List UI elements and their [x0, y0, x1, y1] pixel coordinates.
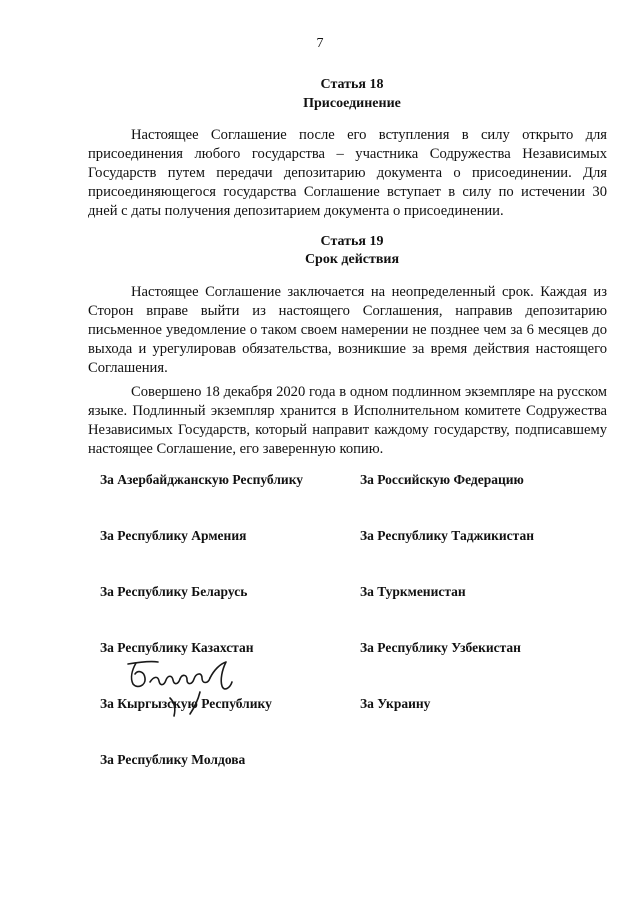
signatory-azerbaijan: За Азербайджанскую Республику — [100, 472, 304, 487]
article-19-title: Срок действия — [304, 252, 400, 267]
signatory-armenia: За Республику Армения — [100, 528, 247, 543]
article-18-number: Статья 18 — [320, 77, 384, 92]
signatory-russia: За Российскую Федерацию — [360, 472, 524, 487]
article-18-text: Настоящее Соглашение после его вступления в силу открыто для присоединения любого государства – участника Содружества Независимых Государств путем передачи депозитарию документа о присоединении. Для присоединяющегося государства Соглашение вступает в силу по истечении 30 дней с даты получения депозитарием документа о присоединении. — [88, 127, 607, 219]
signatory-kyrgyzstan: За Кыргызскую Республику — [100, 696, 272, 711]
signatory-turkmenistan: За Туркменистан — [360, 584, 466, 599]
signatory-tajikistan: За Республику Таджикистан — [360, 528, 534, 543]
article-19-number: Статья 19 — [320, 234, 384, 249]
article-18-title: Присоединение — [303, 96, 401, 111]
signatory-moldova: За Республику Молдова — [100, 752, 246, 767]
closing-paragraph: Совершено 18 декабря 2020 года в одном подлинном экземпляре на русском языке. Подлинный экземпляр хранится в Исполнительном комитете Содружества Независимых Государств, который направит каждому государству, подписавшему настоящее Соглашение, его заверенную копию. — [88, 384, 607, 457]
signatory-kazakhstan: За Республику Казахстан — [100, 640, 254, 655]
page-number: 7 — [316, 36, 324, 51]
handwritten-signature — [122, 658, 252, 720]
signatory-uzbekistan: За Республику Узбекистан — [360, 640, 521, 655]
signatory-belarus: За Республику Беларусь — [100, 584, 248, 599]
article-19-text: Настоящее Соглашение заключается на неопределенный срок. Каждая из Сторон вправе выйти из настоящего Соглашения, направив депозитарию письменное уведомление о таком своем намерении не позднее чем за 6 месяцев до выхода и урегулировав обязательства, возникшие за время действия настоящего Соглашения. — [88, 284, 607, 376]
signatory-ukraine: За Украину — [360, 696, 431, 711]
